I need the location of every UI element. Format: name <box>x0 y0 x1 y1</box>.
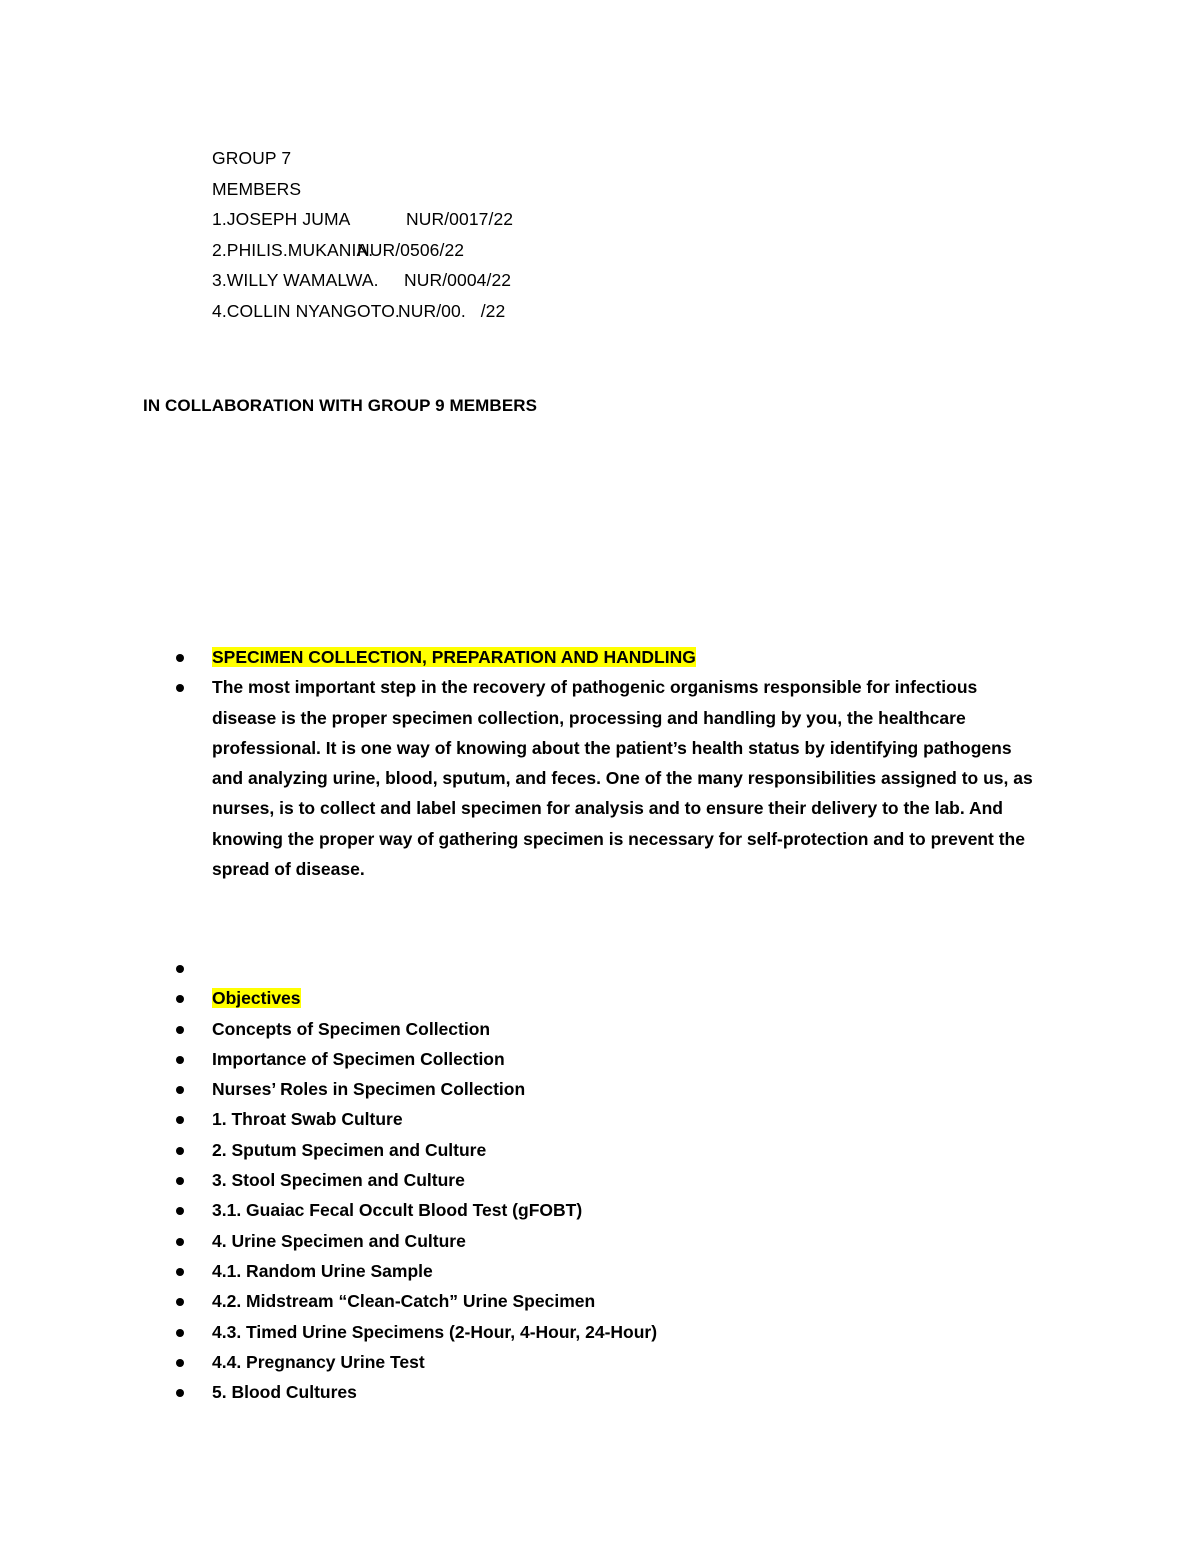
bullet-icon <box>176 1359 184 1367</box>
bullet-icon <box>176 1298 184 1306</box>
list-item <box>0 1195 1042 1225</box>
bullet-icon <box>176 1268 184 1276</box>
list-item <box>0 1044 1042 1074</box>
list-item <box>0 1286 1042 1316</box>
bullet-icon <box>176 1086 184 1094</box>
list-item <box>0 1165 1042 1195</box>
bullet-icon <box>176 1389 184 1397</box>
bullet-icon <box>176 654 184 662</box>
list-item <box>0 1317 1042 1347</box>
list-item <box>0 1377 1042 1407</box>
objective-item: 3. Stool Specimen and Culture <box>212 1170 465 1191</box>
objectives-list <box>0 953 1042 1407</box>
list-item <box>0 1074 1042 1104</box>
list-item <box>0 983 1042 1013</box>
bullet-icon <box>176 995 184 1003</box>
objectives-heading: Objectives <box>212 988 301 1009</box>
member-id: NUR/00. /22 <box>398 300 506 321</box>
member-row <box>212 296 513 327</box>
bullet-icon <box>176 1207 184 1215</box>
list-item <box>0 1104 1042 1134</box>
bullet-icon <box>176 1177 184 1185</box>
list-item <box>0 1135 1042 1165</box>
member-name: 1.JOSEPH JUMA <box>212 209 351 229</box>
objective-item: 1. Throat Swab Culture <box>212 1109 403 1130</box>
bullet-icon <box>176 965 184 973</box>
objective-item: 4. Urine Specimen and Culture <box>212 1230 466 1251</box>
objective-item: 4.1. Random Urine Sample <box>212 1260 433 1281</box>
objective-item: Nurses’ Roles in Specimen Collection <box>212 1079 526 1100</box>
objective-item: 2. Sputum Specimen and Culture <box>212 1139 487 1160</box>
member-name: 2.PHILIS.MUKANIA. <box>212 239 374 260</box>
intro-list <box>0 642 1042 884</box>
member-name: 4.COLLIN NYANGOTO. <box>212 300 400 321</box>
member-id: NUR/0017/22 <box>406 209 514 229</box>
member-row <box>212 204 513 235</box>
bullet-icon <box>176 1056 184 1064</box>
member-id: NUR/0004/22 <box>404 270 512 290</box>
list-item <box>0 1347 1042 1377</box>
objective-item: 3.1. Guaiac Fecal Occult Blood Test (gFOBT) <box>212 1200 583 1221</box>
objective-item: Importance of Specimen Collection <box>212 1048 505 1069</box>
objective-item: Concepts of Specimen Collection <box>212 1018 491 1039</box>
bullet-icon <box>176 1147 184 1155</box>
collaboration-note: IN COLLABORATION WITH GROUP 9 MEMBERS <box>143 396 538 415</box>
bullet-icon <box>176 1329 184 1337</box>
list-item <box>0 1014 1042 1044</box>
group-title: GROUP 7 <box>212 148 292 168</box>
intro-paragraph: The most important step in the recovery of pathogenic organisms responsible for infectious disease is the proper specimen collection, processing and handling by you, the healthcare professional. It is one way of knowing about the patient’s health status by identifying pathogens and analyzing urine, blood, sputum, and feces. One of the many responsibilities assigned to us, as nurses, is to collect and label specimen for analysis and to ensure their delivery to the lab. And knowing the proper way of gathering specimen is necessary for self-protection and to prevent the spread of disease. <box>212 677 1033 880</box>
list-item <box>0 1226 1042 1256</box>
objective-item: 5. Blood Cultures <box>212 1382 357 1403</box>
objective-item: 4.3. Timed Urine Specimens (2-Hour, 4-Hour, 24-Hour) <box>212 1321 658 1342</box>
member-name: 3.WILLY WAMALWA. <box>212 270 379 290</box>
member-row <box>212 265 513 296</box>
objective-item: 4.2. Midstream “Clean-Catch” Urine Specimen <box>212 1291 596 1312</box>
member-id: NUR/0506/22 <box>357 239 465 260</box>
list-item <box>0 953 1042 983</box>
group-header <box>212 143 513 326</box>
list-item <box>0 642 1042 672</box>
bullet-icon <box>176 1026 184 1034</box>
bullet-icon <box>176 1116 184 1124</box>
section-heading: SPECIMEN COLLECTION, PREPARATION AND HANDLING <box>212 647 696 667</box>
bullet-icon <box>176 1238 184 1246</box>
objective-item: 4.4. Pregnancy Urine Test <box>212 1351 425 1372</box>
members-label: MEMBERS <box>212 178 302 199</box>
bullet-icon <box>176 684 184 692</box>
list-item <box>0 672 1042 884</box>
member-row <box>212 235 513 266</box>
list-item <box>0 1256 1042 1286</box>
